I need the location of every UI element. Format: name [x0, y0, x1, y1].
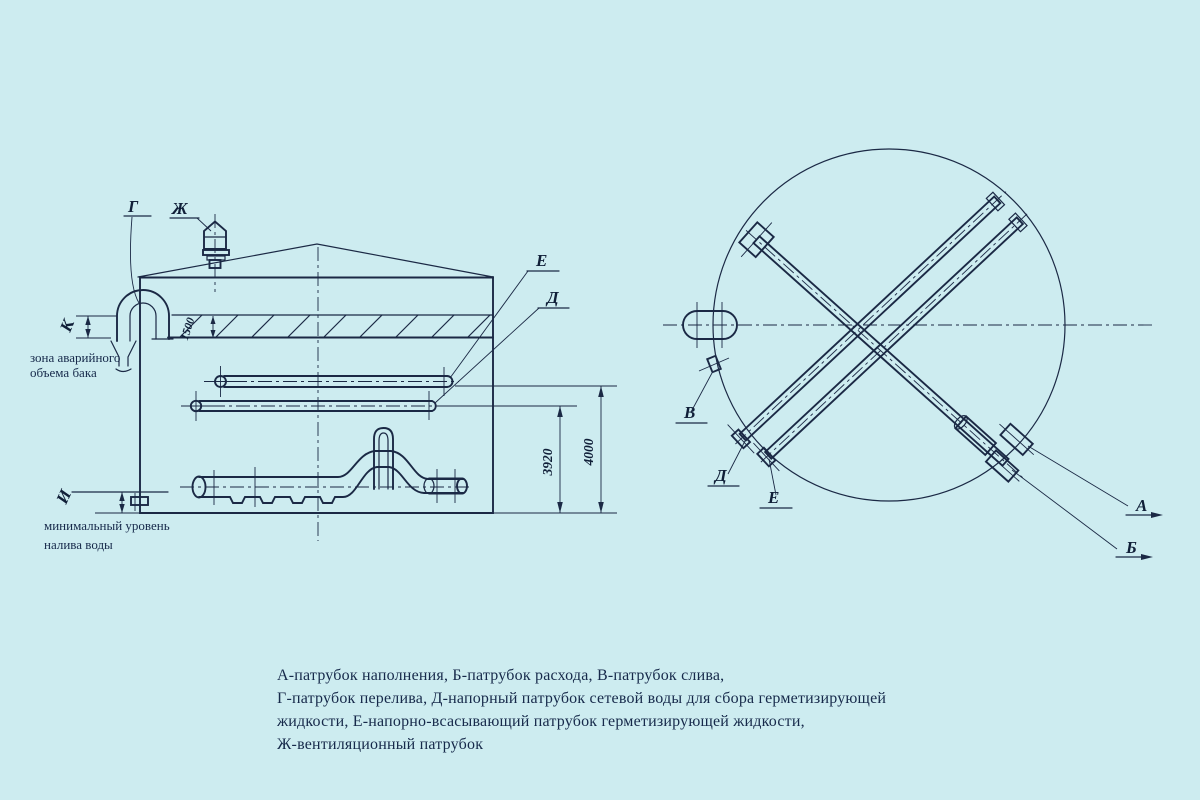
legend-line-1: А-патрубок наполнения, Б-патрубок расхода, В-патрубок слива,: [277, 667, 725, 684]
dim-3920-value: 3920: [540, 448, 555, 476]
suction-label-side: Е: [536, 251, 548, 270]
drain-nozzle-plan: [699, 356, 729, 372]
min-level-text-2: налива воды: [44, 537, 113, 552]
pressure-pipe-plan: [722, 177, 1019, 458]
vent-nozzle: [203, 214, 229, 292]
min-level-group: [52, 486, 168, 513]
dim-band-value: 1500: [178, 316, 198, 342]
legend-line-3: жидкости, Е-напорно-всасывающий патрубок герметизирующей жидкости,: [277, 713, 805, 730]
suction-pipe-side: [204, 366, 459, 397]
suction-label-group-plan: [760, 459, 792, 508]
legend-line-2: Г-патрубок перелива, Д-напорный патрубок сетевой воды для сбора герметизирующей: [277, 690, 887, 707]
pressure-label-plan: Д: [715, 466, 727, 485]
pressure-label-side: Д: [547, 288, 559, 307]
dim-i-label: И: [52, 486, 76, 507]
dimension-4000: [455, 386, 617, 513]
emergency-zone-text-1: зона аварийного: [30, 350, 121, 365]
dim-k-label: К: [56, 316, 79, 335]
drain-label-group: [676, 373, 712, 423]
suction-pipe-plan: [748, 199, 1042, 476]
bottom-piping: [180, 428, 470, 507]
discharge-label: Б: [1126, 538, 1137, 557]
overflow-label: Г: [128, 197, 139, 216]
drain-label: В: [684, 403, 696, 422]
legend-line-4: Ж-вентиляционный патрубок: [277, 736, 484, 753]
side-view: [30, 197, 617, 552]
dimension-k: [56, 315, 117, 338]
fill-label: А: [1136, 496, 1148, 515]
emergency-zone-text-2: объема бака: [30, 365, 97, 380]
fill-label-group: [1028, 446, 1163, 518]
emergency-zone-band: [168, 315, 493, 338]
overflow-label-group: [124, 197, 151, 303]
suction-label-plan: Е: [768, 488, 780, 507]
vent-label-group: [170, 199, 211, 231]
fill-discharge-pipe-plan: [731, 207, 1047, 498]
dimension-3920: [441, 406, 577, 513]
dim-4000-value: 4000: [581, 438, 596, 466]
top-view: [663, 149, 1163, 560]
legend: [277, 664, 997, 756]
vent-label: Ж: [172, 199, 188, 218]
pressure-label-group-plan: [708, 441, 745, 486]
min-level-text-1: минимальный уровень: [44, 518, 170, 533]
